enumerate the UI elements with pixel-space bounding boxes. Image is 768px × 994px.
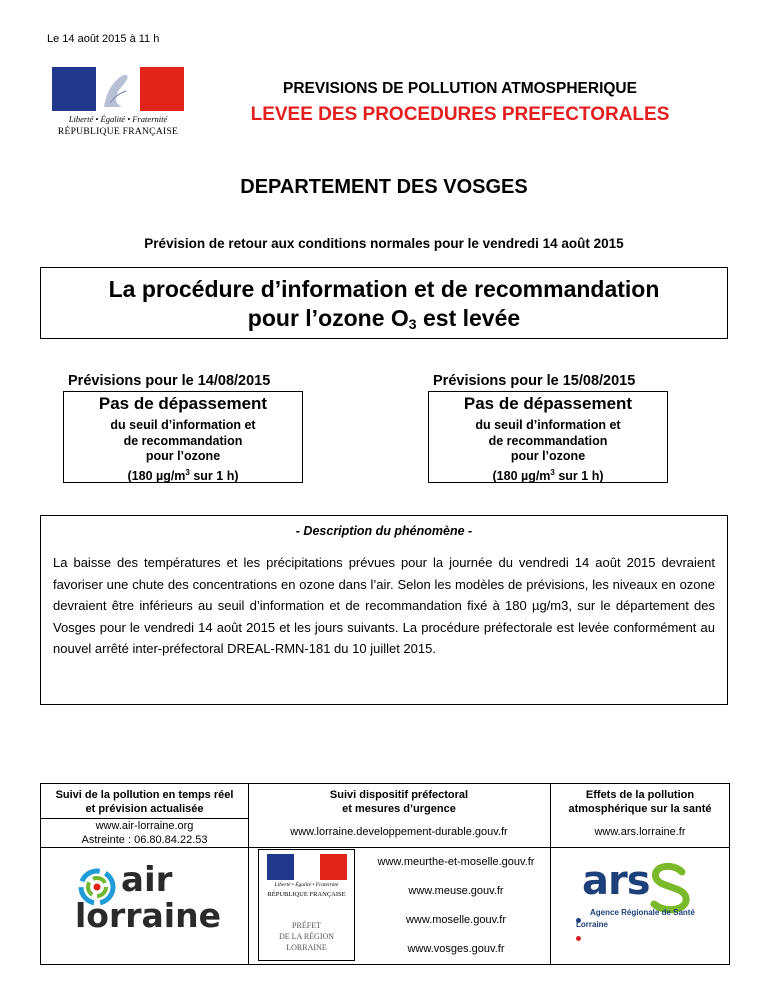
ars-region-name: Lorraine (576, 920, 609, 929)
main-notice-line1: La procédure d’information et de recommandation (108, 276, 660, 302)
marianne-flag-icon (267, 854, 347, 880)
site-link[interactable]: www.moselle.gouv.fr (405, 914, 507, 926)
republique-francaise-logo (52, 67, 184, 139)
footer-col1-contacts (41, 819, 248, 847)
ars-dots-icon (576, 910, 588, 918)
forecast-description: du seuil d’information et de recommandation pour l’ozone (180 $\mu g/m^3$ sur 1 h) (110, 418, 256, 483)
dreal-link[interactable]: www.lorraine.developpement-durable.gouv.fr (290, 826, 508, 838)
forecast-box (428, 391, 668, 483)
ars-agency-name: Agence Régionale de Santé (590, 908, 695, 917)
site-link[interactable]: www.meuse.gouv.fr (408, 885, 504, 897)
marianne-flag-icon (52, 67, 184, 111)
main-notice-line2: pour l’ozone $O_3$ est levée (247, 305, 521, 332)
forecast-status: Pas de dépassement (98, 394, 268, 413)
forecast-date-label: Prévisions pour le 15/08/2015 (433, 373, 636, 389)
date-line: Le 14 août 2015 à 11 h (47, 33, 160, 45)
description-text: La baisse des températures et les précipitations prévues pour la journée du vendredi 14 août 2015 devraient favoriser une chute des concentrations en ozone dans l’air. Selon les modèles de prévisions, les niveaux en ozone devraient être inférieurs au seuil d’information et de recommandation fixé à 180 µg/m3, sur le département des Vosges pour le vendredi 14 août 2015 et les jours suivants. La procédure préfectorale est levée conformément au nouvel arrêté inter-préfectoral DREAL-RMN-181 du 10 juillet 2015. (53, 555, 715, 656)
on-call-phone: Astreinte : 06.80.84.22.53 (81, 834, 208, 846)
footer-col3-heading: Effets de la pollution atmosphérique sur la santé (568, 789, 712, 815)
forecast-status: Pas de dépassement (463, 394, 633, 413)
site-link[interactable]: www.vosges.gouv.fr (407, 943, 505, 955)
description-box (40, 515, 728, 705)
page-title: PREVISIONS DE POLLUTION ATMOSPHERIQUE (283, 80, 637, 97)
footer-col2-heading: Suivi dispositif préfectoral et mesures d’urgence (329, 789, 469, 815)
site-link[interactable]: www.meurthe-et-moselle.gouv.fr (377, 856, 535, 868)
description-title: - Description du phénomène - (295, 524, 473, 538)
air-logo-word1: air (121, 860, 173, 900)
footer-contacts-table (40, 783, 730, 965)
rf-name: RÉPUBLIQUE FRANÇAISE (57, 127, 179, 137)
air-lorraine-link[interactable]: www.air-lorraine.org (95, 820, 194, 832)
ars-link[interactable]: www.ars.lorraine.fr (594, 826, 686, 838)
forecast-return-line: Prévision de retour aux conditions normales pour le vendredi 14 août 2015 (144, 236, 624, 251)
department-title: DEPARTEMENT DES VOSGES (240, 176, 528, 198)
page-subtitle: LEVEE DES PROCEDURES PREFECTORALES (250, 104, 670, 125)
forecast-description: du seuil d’information et de recommandation pour l’ozone (180 $\mu g/m^3$ sur 1 h) (475, 418, 621, 483)
forecast-day1 (63, 373, 303, 483)
footer-col1-heading: Suivi de la pollution en temps réel et prévision actualisée (55, 789, 234, 815)
prefet-region-lorraine-logo: Liberté • Égalité • Fraternité RÉPUBLIQUE FRANÇAISE PRÉFET DE LA RÉGION LORRAINE (258, 849, 355, 961)
ars-lorraine-logo (576, 858, 716, 954)
ars-logo-word: ars (582, 858, 650, 904)
forecast-day2 (428, 373, 668, 483)
forecast-date-label: Prévisions pour le 14/08/2015 (68, 373, 271, 389)
air-lorraine-logo (73, 859, 223, 949)
air-logo-word2: lorraine (75, 896, 221, 935)
forecast-box (63, 391, 303, 483)
rf-motto: Liberté • Égalité • Fraternité (68, 114, 168, 124)
main-notice-box (40, 267, 728, 339)
